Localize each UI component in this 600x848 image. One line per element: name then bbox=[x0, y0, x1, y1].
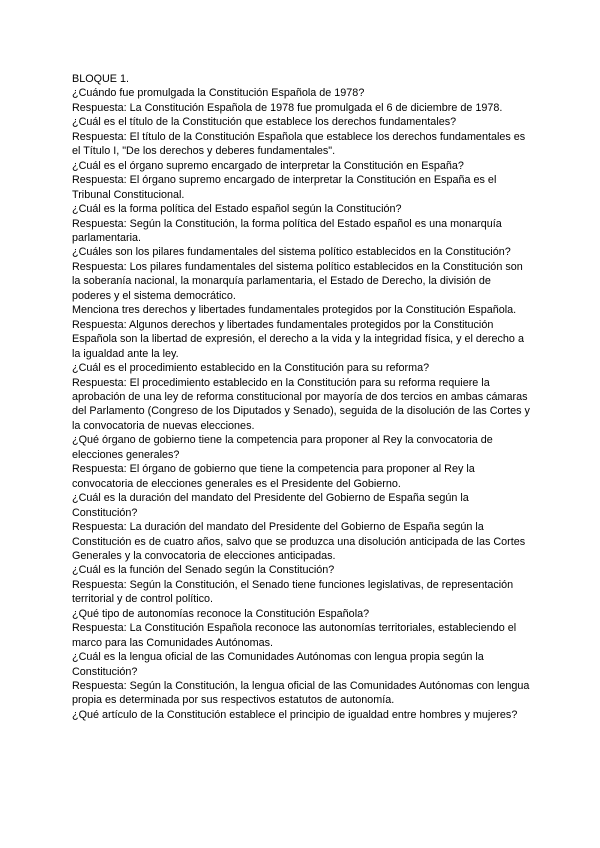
document-page bbox=[72, 72, 532, 722]
question-7: ¿Cuál es el procedimiento establecido en la Constitución para su reforma? bbox=[72, 362, 430, 375]
question-1: ¿Cuándo fue promulgada la Constitución Española de 1978? bbox=[72, 87, 365, 100]
question-3: ¿Cuál es el órgano supremo encargado de interpretar la Constitución en España? bbox=[72, 159, 464, 172]
answer-6: Respuesta: Algunos derechos y libertades fundamentales protegidos por la Constitución Española son la libertad de expresión, el derecho a la vida y la integridad física, y el derecho a la igualdad ante la ley. bbox=[72, 318, 524, 360]
answer-1: Respuesta: La Constitución Española de 1978 fue promulgada el 6 de diciembre de 1978. bbox=[72, 101, 503, 114]
answer-4: Respuesta: Según la Constitución, la forma política del Estado español es una monarquía parlamentaria. bbox=[72, 217, 502, 244]
question-5: ¿Cuáles son los pilares fundamentales del sistema político establecidos en la Constitución? bbox=[72, 246, 511, 259]
question-9: ¿Cuál es la duración del mandato del Presidente del Gobierno de España según la Constitución? bbox=[72, 492, 469, 519]
answer-3: Respuesta: El órgano supremo encargado de interpretar la Constitución en España es el Tribunal Constitucional. bbox=[72, 174, 497, 201]
answer-5: Respuesta: Los pilares fundamentales del sistema político establecidos en la Constitución son la soberanía nacional, la monarquía parlamentaria, el Estado de Derecho, la división de poderes y el sistema democrático. bbox=[72, 260, 523, 302]
answer-11: Respuesta: La Constitución Española reconoce las autonomías territoriales, estableciendo el marco para las Comunidades Autónomas. bbox=[72, 622, 517, 649]
question-11: ¿Qué tipo de autonomías reconoce la Constitución Española? bbox=[72, 607, 370, 620]
block-heading: BLOQUE 1. bbox=[72, 73, 130, 85]
question-12: ¿Cuál es la lengua oficial de las Comunidades Autónomas con lengua propia según la Constitución? bbox=[72, 651, 484, 678]
answer-9: Respuesta: La duración del mandato del Presidente del Gobierno de España según la Constitución es de cuatro años, salvo que se produzca una disolución anticipada de las Cortes Generales y la convocatoria de elecciones anticipadas. bbox=[72, 521, 526, 562]
question-6: Menciona tres derechos y libertades fundamentales protegidos por la Constitución Española. bbox=[72, 304, 517, 317]
question-13: ¿Qué artículo de la Constitución establece el principio de igualdad entre hombres y mujeres? bbox=[72, 708, 518, 721]
answer-10: Respuesta: Según la Constitución, el Senado tiene funciones legislativas, de representación territorial y de control político. bbox=[72, 578, 514, 606]
answer-12: Respuesta: Según la Constitución, la lengua oficial de las Comunidades Autónomas con lengua propia es determinada por sus respectivos estatutos de autonomía. bbox=[72, 680, 530, 707]
question-8: ¿Qué órgano de gobierno tiene la competencia para proponer al Rey la convocatoria de elecciones generales? bbox=[72, 434, 493, 461]
answer-7: Respuesta: El procedimiento establecido en la Constitución para su reforma requiere la aprobación de una ley de reforma constitucional por mayoría de dos tercios en ambas cámaras del Parlamento (Congreso de los Diputados y Senado), seguida de la disolución de las Cortes y la convocatoria de nuevas elecciones. bbox=[72, 376, 530, 432]
question-10: ¿Cuál es la función del Senado según la Constitución? bbox=[72, 564, 335, 577]
question-2: ¿Cuál es el título de la Constitución que establece los derechos fundamentales? bbox=[72, 116, 457, 129]
question-4: ¿Cuál es la forma política del Estado español según la Constitución? bbox=[72, 203, 402, 216]
answer-8: Respuesta: El órgano de gobierno que tiene la competencia para proponer al Rey la convocatoria de elecciones generales es el Presidente del Gobierno. bbox=[72, 463, 475, 490]
answer-2: Respuesta: El título de la Constitución Española que establece los derechos fundamentales es el Título I, "De los derechos y deberes fundamentales". bbox=[72, 130, 526, 158]
